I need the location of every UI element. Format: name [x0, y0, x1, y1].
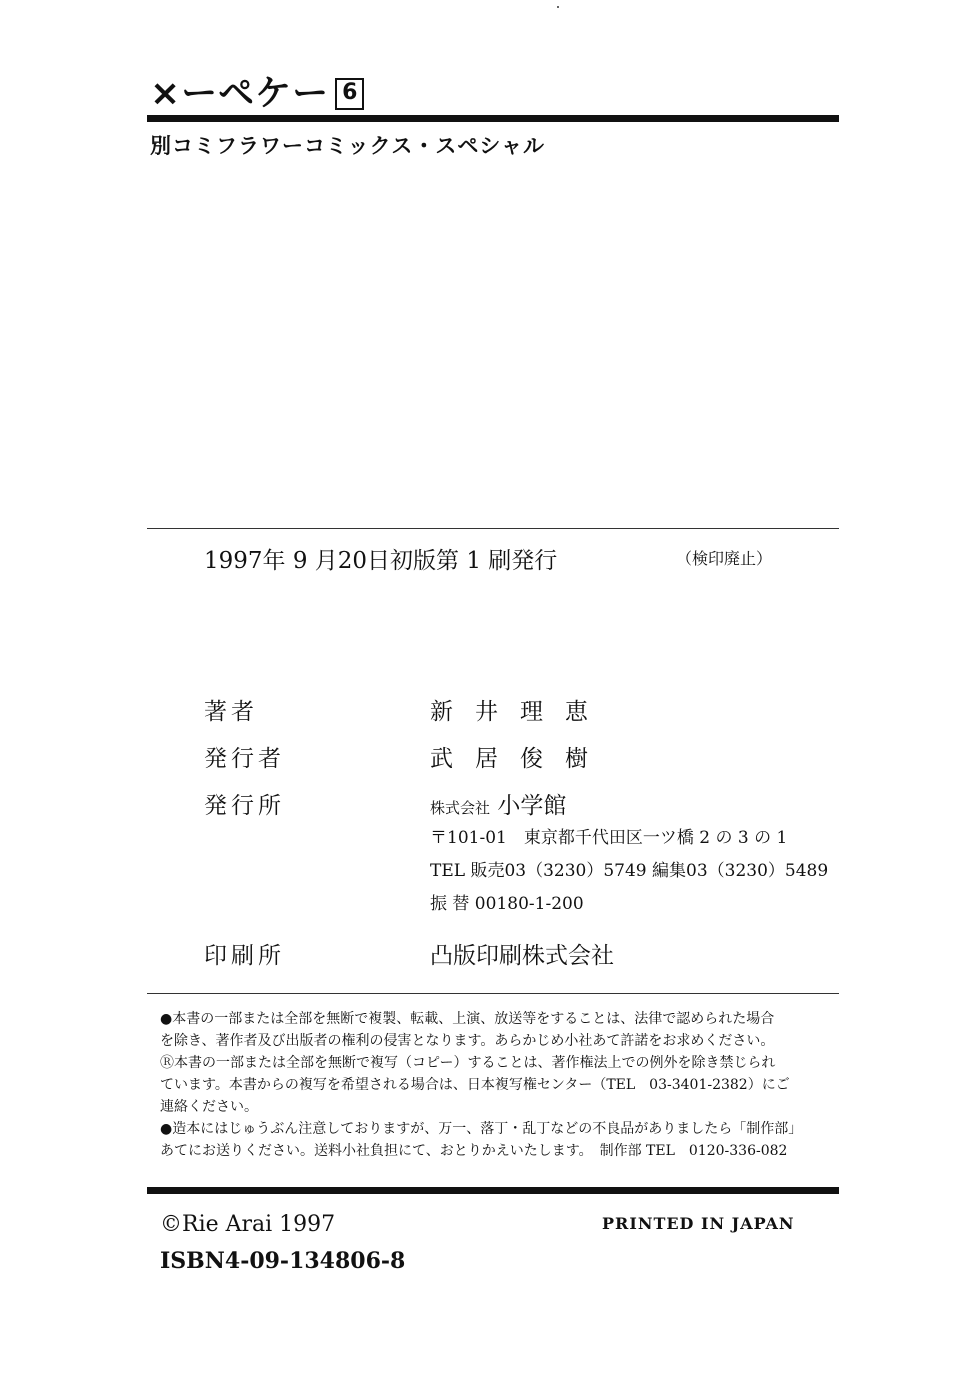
- book-title: ×ーペケー: [150, 73, 330, 114]
- notice-block: [160, 1008, 840, 1162]
- kenin-note: （検印廃止）: [676, 549, 773, 568]
- speck: [557, 6, 559, 8]
- header-rule: [147, 115, 839, 122]
- notice-top-rule: [147, 993, 839, 994]
- notice-line: を除き、著作者及び出版者の権利の侵害となります。あらかじめ小社あて許諾をお求めください。: [160, 1033, 775, 1049]
- notice-line: ●造本にはじゅうぶん注意しておりますが、万一、落丁・乱丁などの不良品がありましたら「制作部」: [160, 1121, 803, 1137]
- publisher-prefix: 株式会社: [430, 799, 491, 817]
- volume-badge: 6: [335, 78, 364, 110]
- publisher-label: 発行所: [204, 793, 285, 819]
- publication-date: 1997年 9 月20日初版第 1 刷発行: [204, 548, 558, 574]
- notice-line: ています。本書からの複写を希望される場合は、日本複写権センター（TEL 03-3401-2382）にご: [160, 1077, 790, 1093]
- notice-line: 連絡ください。: [160, 1099, 258, 1115]
- publisher-block: [430, 787, 566, 820]
- notice-line: ●本書の一部または全部を無断で複製、転載、上演、放送等をすることは、法律で認められた場合: [160, 1011, 775, 1027]
- footer-rule: [147, 1187, 839, 1194]
- printer-label: 印刷所: [204, 943, 285, 969]
- author-name: 新井理恵: [430, 699, 610, 725]
- notice-line: あてにお送りください。送料小社負担にて、おとりかえいたします。 制作部 TEL 0120-336-082: [160, 1143, 788, 1159]
- publisher-person-name: 武居俊樹: [430, 746, 610, 772]
- publisher-address: 〒101-01 東京都千代田区一ツ橋 2 の 3 の 1: [430, 828, 788, 848]
- colophon-top-rule: [147, 528, 839, 529]
- author-label: 著者: [204, 699, 258, 725]
- isbn: ISBN4-09-134806-8: [160, 1248, 406, 1274]
- publisher-tel: TEL 販売03（3230）5749 編集03（3230）5489: [430, 861, 829, 881]
- copyright: ©Rie Arai 1997: [160, 1212, 336, 1237]
- printed-in-japan: PRINTED IN JAPAN: [602, 1214, 795, 1233]
- notice-line: Ⓡ本書の一部または全部を無断で複写（コピー）することは、著作権法上での例外を除き禁じられ: [160, 1055, 776, 1071]
- series-name: 別コミフラワーコミックス・スペシャル: [150, 134, 545, 158]
- title-block: [150, 74, 364, 114]
- publisher-furikae: 振 替 00180-1-200: [430, 894, 584, 914]
- publisher-person-label: 発行者: [204, 746, 285, 772]
- publisher-name: 小学館: [497, 793, 567, 819]
- printer-name: 凸版印刷株式会社: [430, 943, 614, 969]
